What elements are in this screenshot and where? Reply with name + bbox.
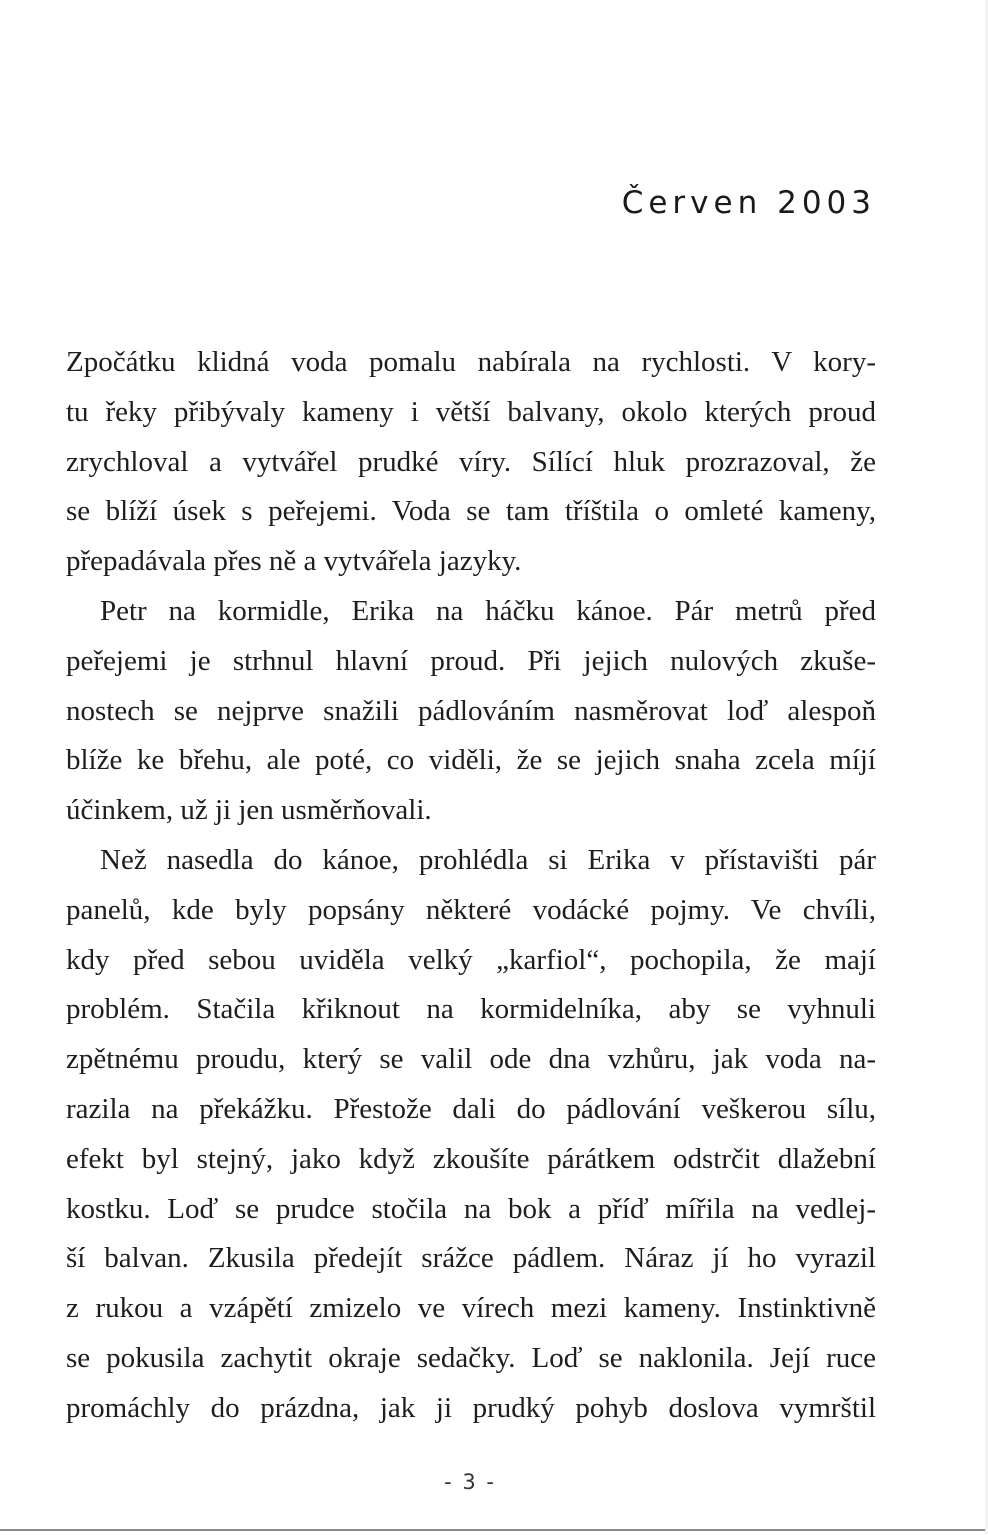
paragraph: [66, 836, 876, 1434]
text-line: efekt byl stejný, jako když zkoušíte párátkem odstrčit dlažební: [66, 1142, 876, 1175]
text-line: nostech se nejprve snažili pádlováním nasměrovat loď alespoň: [66, 694, 876, 727]
text-line: ší balvan. Zkusila předejít srážce pádlem. Náraz jí ho vyrazil: [66, 1242, 876, 1275]
body-text: [66, 338, 876, 1434]
text-line: zrychloval a vytvářel prudké víry. Sílící hluk prozrazoval, že: [66, 445, 876, 478]
text-line: kostku. Loď se prudce stočila na bok a příď mířila na vedlej-: [66, 1192, 876, 1225]
text-line: Než nasedla do kánoe, prohlédla si Erika v přístavišti pár: [100, 843, 876, 876]
text-line: účinkem, už ji jen usměrňovali.: [66, 794, 432, 827]
text-line: razila na překážku. Přestože dali do pádlování veškerou sílu,: [66, 1092, 876, 1125]
text-line: promáchly do prázdna, jak ji prudký pohyb doslova vymrštil: [66, 1391, 876, 1424]
text-line: peřejemi je strhnul hlavní proud. Při jejich nulových zkuše-: [66, 644, 876, 677]
text-line: Zpočátku klidná voda pomalu nabírala na rychlosti. V kory-: [66, 346, 876, 378]
text-line: přepadávala přes ně a vytvářela jazyky.: [66, 545, 522, 578]
text-line: kdy před sebou uviděla velký „karfiol“, pochopila, že mají: [66, 943, 876, 976]
text-line: se pokusila zachytit okraje sedačky. Loď se naklonila. Její ruce: [66, 1341, 876, 1374]
scan-edge-line: [0, 1529, 988, 1531]
text-line: problém. Stačila křiknout na kormidelníka, aby se vyhnuli: [66, 993, 876, 1026]
text-line: zpětnému proudu, který se valil ode dna vzhůru, jak voda na-: [66, 1043, 876, 1076]
page-number: - 3 -: [444, 1470, 496, 1494]
text-line: se blíží úsek s peřejemi. Voda se tam tříštila o omleté kameny,: [66, 495, 876, 528]
text-line: blíže ke břehu, ale poté, co viděli, že se jejich snaha zcela míjí: [66, 744, 876, 777]
text-line: z rukou a vzápětí zmizelo ve vírech mezi kameny. Instinktivně: [66, 1292, 876, 1325]
paragraph: [66, 587, 876, 836]
text-line: panelů, kde byly popsány některé vodácké pojmy. Ve chvíli,: [66, 893, 876, 926]
text-line: tu řeky přibývaly kameny i větší balvany, okolo kterých proud: [66, 395, 876, 428]
text-line: Petr na kormidle, Erika na háčku kánoe. Pár metrů před: [100, 594, 876, 627]
chapter-title: Červen 2003: [621, 185, 876, 221]
paragraph: [66, 338, 876, 587]
